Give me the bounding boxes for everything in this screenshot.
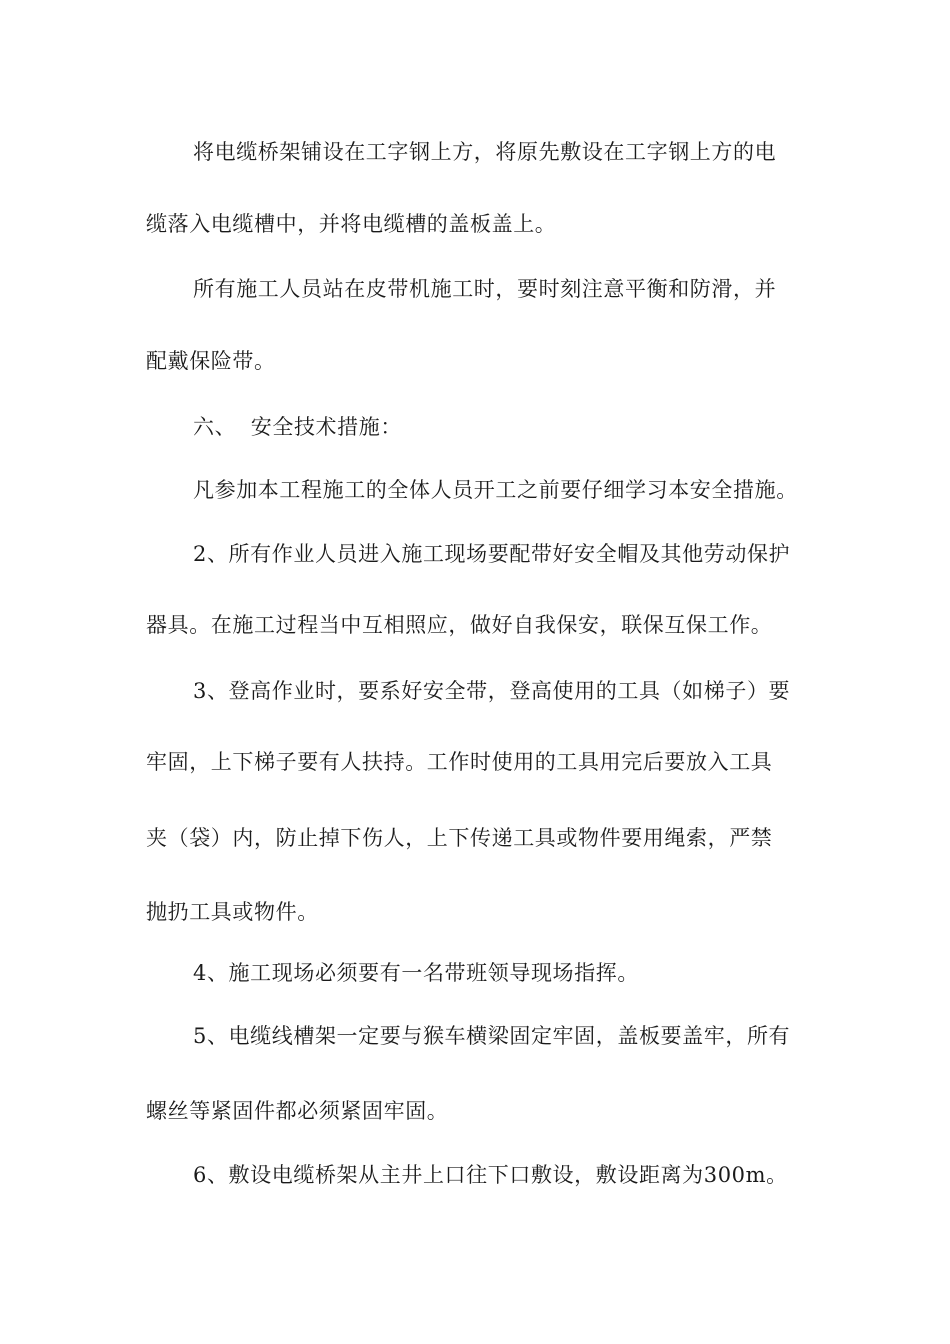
paragraph-line: 缆落入电缆槽中，并将电缆槽的盖板盖上。: [146, 212, 557, 236]
paragraph-line: 抛扔工具或物件。: [146, 900, 319, 924]
paragraph-line: 牢固，上下梯子要有人扶持。工作时使用的工具用完后要放入工具: [146, 750, 773, 774]
paragraph-line: 所有施工人员站在皮带机施工时，要时刻注意平衡和防滑，并: [193, 277, 777, 301]
paragraph-line: 凡参加本工程施工的全体人员开工之前要仔细学习本安全措施。: [193, 478, 798, 502]
paragraph-line: 3、登高作业时，要系好安全带，登高使用的工具（如梯子）要: [193, 679, 791, 703]
paragraph-line: 螺丝等紧固件都必须紧固牢固。: [146, 1099, 449, 1123]
paragraph-line: 器具。在施工过程当中互相照应，做好自我保安，联保互保工作。: [146, 613, 773, 637]
section-heading: 六、 安全技术措施：: [193, 415, 402, 439]
paragraph-line: 5、电缆线槽架一定要与猴车横梁固定牢固，盖板要盖牢，所有: [193, 1024, 791, 1048]
paragraph-line: 2、所有作业人员进入施工现场要配带好安全帽及其他劳动保护: [193, 542, 791, 566]
paragraph-line: 夹（袋）内，防止掉下伤人，上下传递工具或物件要用绳索，严禁: [146, 826, 773, 850]
paragraph-line: 4、施工现场必须要有一名带班领导现场指挥。: [193, 961, 639, 985]
paragraph-line: 6、敷设电缆桥架从主井上口往下口敷设，敷设距离为300m。: [193, 1163, 788, 1187]
paragraph-line: 将电缆桥架铺设在工字钢上方，将原先敷设在工字钢上方的电: [193, 140, 777, 164]
paragraph-line: 配戴保险带。: [146, 349, 276, 373]
